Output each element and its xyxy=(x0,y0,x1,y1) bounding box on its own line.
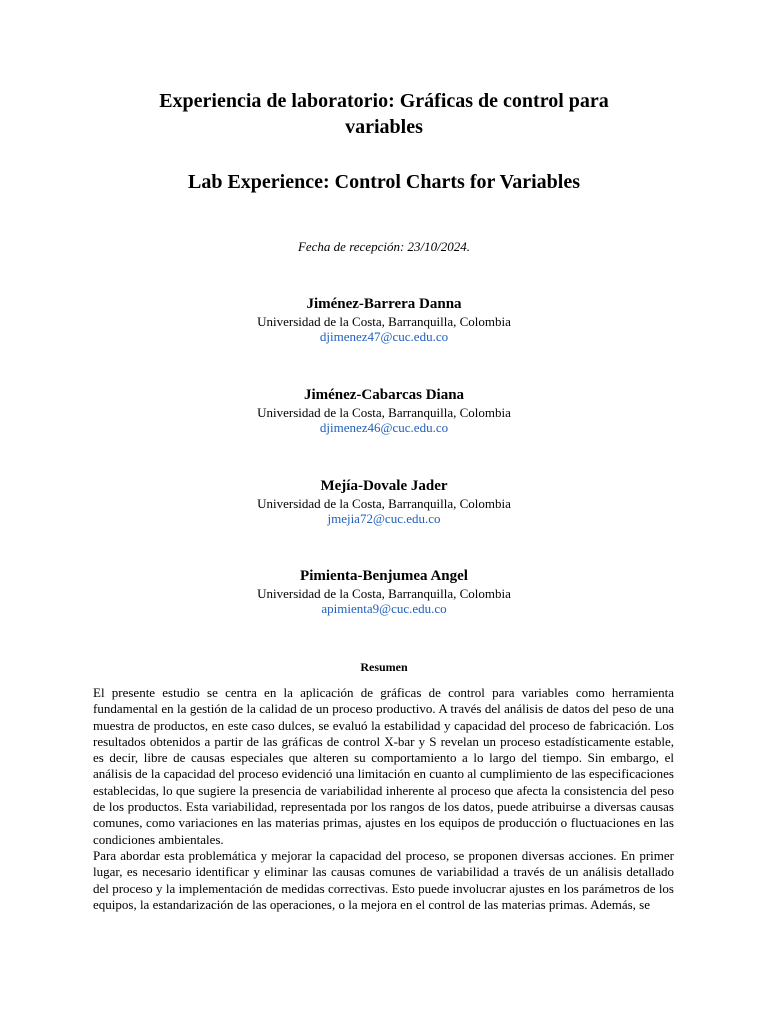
author-email-link[interactable]: djimenez46@cuc.edu.co xyxy=(319,420,449,435)
author-affiliation: Universidad de la Costa, Barranquilla, Colombia xyxy=(257,405,511,420)
author-block xyxy=(100,385,668,435)
author-email-link[interactable]: apimienta9@cuc.edu.co xyxy=(321,601,447,616)
author-affiliation: Universidad de la Costa, Barranquilla, Colombia xyxy=(257,314,511,329)
author-email-link[interactable]: jmejia72@cuc.edu.co xyxy=(327,511,441,526)
author-name: Mejía-Dovale Jader xyxy=(320,478,448,494)
author-affiliation: Universidad de la Costa, Barranquilla, Colombia xyxy=(257,496,511,511)
author-name: Jiménez-Cabarcas Diana xyxy=(303,387,465,403)
abstract-paragraph: El presente estudio se centra en la aplicación de gráficas de control para variables como herramienta fundamental en la gestión de la calidad de un proceso productivo. A través del análisis de datos del peso de una muestra de productos, en este caso dulces, se evaluó la estabilidad y capacidad del proceso de fabricación. Los resultados obtenidos a partir de las gráficas de control X-bar y S revelan un proceso estadísticamente estable, es decir, libre de causas especiales que alteren su comportamiento a lo largo del tiempo. Sin embargo, el análisis de la capacidad del proceso evidenció una limitación en cuanto al cumplimiento de las especificaciones establecidas, lo que sugiere la presencia de variabilidad inherente al proceso que afecta la consistencia del peso de los productos. Esta variabilidad, representada por los rangos de los datos, puede atribuirse a diversas causas comunes, como variaciones en las materias primas, ajustes en los equipos de producción o fluctuaciones en las condiciones ambientales. xyxy=(93,685,674,847)
author-block xyxy=(100,566,668,616)
reception-date: Fecha de recepción: 23/10/2024. xyxy=(297,239,471,254)
title-spanish: Experiencia de laboratorio: Gráficas de control para variables xyxy=(159,90,609,138)
author-block xyxy=(100,294,668,344)
author-name: Pimienta-Benjumea Angel xyxy=(300,568,468,584)
abstract-body xyxy=(93,685,674,913)
author-affiliation: Universidad de la Costa, Barranquilla, Colombia xyxy=(257,586,511,601)
author-email-link[interactable]: djimenez47@cuc.edu.co xyxy=(319,329,449,344)
title-english: Lab Experience: Control Charts for Variables xyxy=(187,171,581,193)
abstract-paragraph: Para abordar esta problemática y mejorar la capacidad del proceso, se proponen diversas acciones. En primer lugar, es necesario identificar y eliminar las causas comunes de variabilidad a través de un análisis detallado del proceso y la implementación de medidas correctivas. Esto puede involucrar ajustes en los parámetros de los equipos, la estandarización de las operaciones, o la mejora en el control de las materias primas. Además, se xyxy=(93,847,674,912)
author-name: Jiménez-Barrera Danna xyxy=(306,296,462,312)
author-block xyxy=(100,476,668,526)
abstract-heading: Resumen xyxy=(360,660,408,674)
